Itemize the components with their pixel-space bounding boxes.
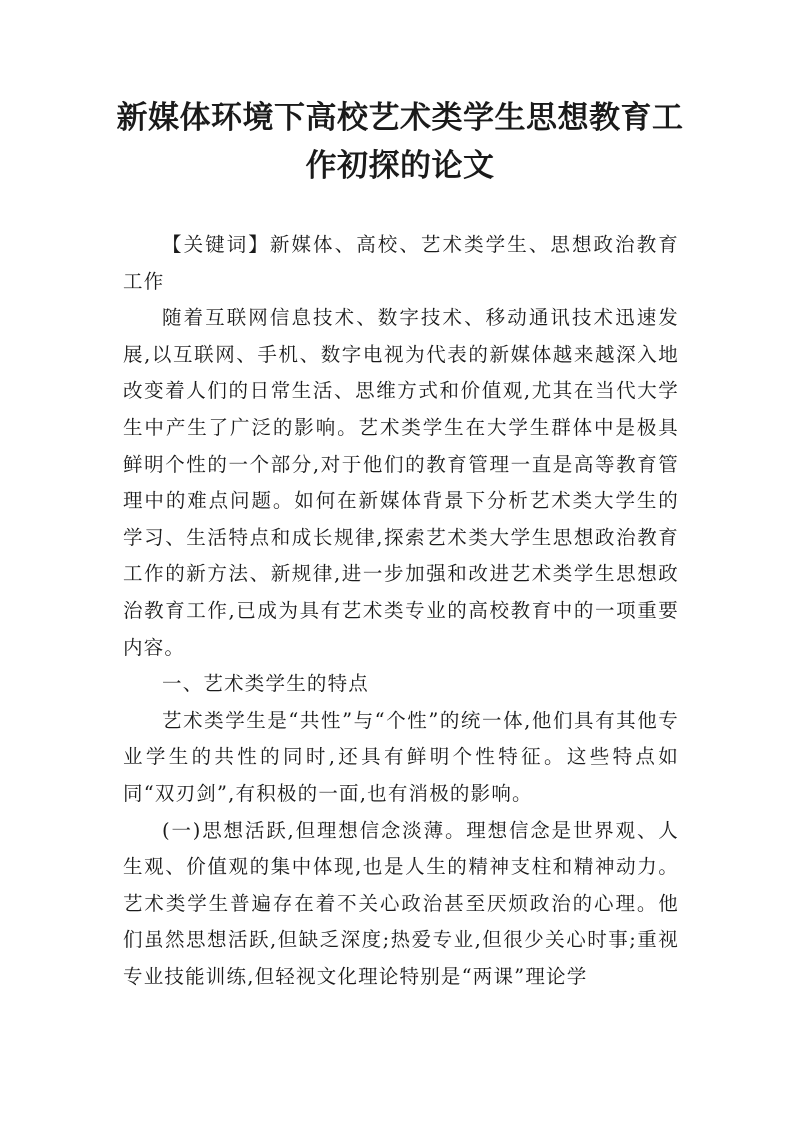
document-title: 新媒体环境下高校艺术类学生思想教育工作初探的论文 (116, 100, 684, 184)
keywords-paragraph: 【关键词】新媒体、高校、艺术类学生、思想政治教育工作 (123, 233, 679, 293)
body-paragraph: 艺术类学生是“共性”与“个性”的统一体,他们具有其他专业学生的共性的同时,还具有鲜明个性特征。这些特点如同“双刃剑”,有积极的一面,也有消极的影响。 (123, 708, 679, 805)
body-paragraph: (一)思想活跃,但理想信念淡薄。理想信念是世界观、人生观、价值观的集中体现,也是人生的精神支柱和精神动力。艺术类学生普遍存在着不关心政治甚至厌烦政治的心理。他们虽然思想活跃,但缺乏深度;热爱专业,但很少关心时事;重视专业技能训练,但轻视文化理论特别是“两课”理论学 (123, 818, 679, 988)
document-body (123, 227, 679, 995)
body-paragraph: 随着互联网信息技术、数字技术、移动通讯技术迅速发展,以互联网、手机、数字电视为代表的新媒体越来越深入地改变着人们的日常生活、思维方式和价值观,尤其在当代大学生中产生了广泛的影响。艺术类学生在大学生群体中是极具鲜明个性的一个部分,对于他们的教育管理一直是高等教育管理中的难点问题。如何在新媒体背景下分析艺术类大学生的学习、生活特点和成长规律,探索艺术类大学生思想政治教育工作的新方法、新规律,进一步加强和改进艺术类学生思想政治教育工作,已成为具有艺术类专业的高校教育中的一项重要内容。 (123, 306, 679, 659)
section-heading: 一、艺术类学生的特点 (162, 672, 370, 696)
